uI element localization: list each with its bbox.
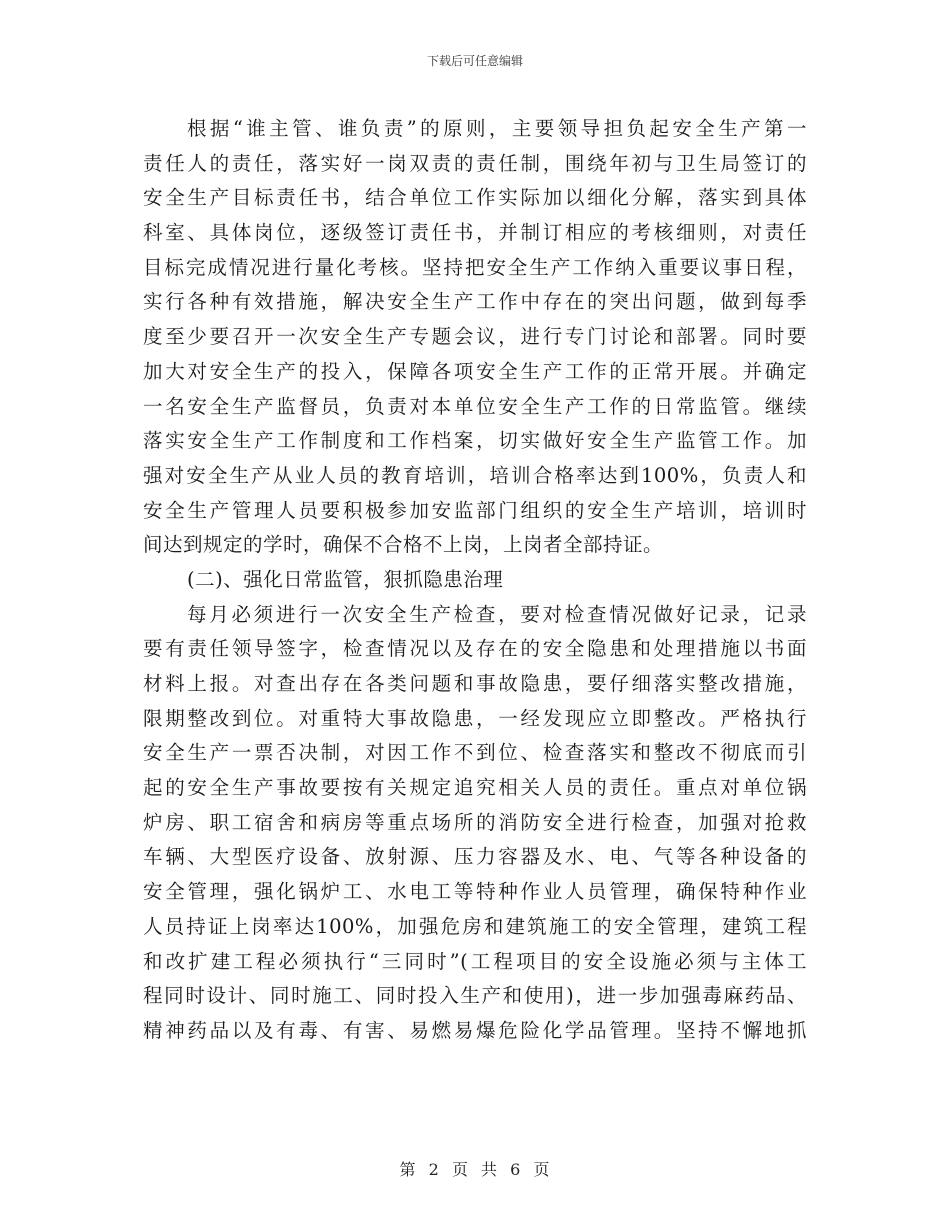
paragraph-line: 科室、具体岗位，逐级签订责任书，并制订相应的考核细则，对责任 <box>143 221 807 245</box>
paragraph-line: 起的安全生产事故要按有关规定追究相关人员的责任。重点对单位锅 <box>143 776 807 800</box>
paragraph-line: 落实安全生产工作制度和工作档案，切实做好安全生产监管工作。加 <box>143 429 807 453</box>
paragraph-line: 责任人的责任，落实好一岗双责的责任制，围绕年初与卫生局签订的 <box>143 151 807 175</box>
paragraph-line: 限期整改到位。对重特大事故隐患，一经发现应立即整改。严格执行 <box>143 706 807 730</box>
page-header: 下载后可任意编辑 <box>426 54 523 68</box>
paragraph-line: 材料上报。对查出存在各类问题和事故隐患，要仔细落实整改措施， <box>143 672 807 695</box>
paragraph-line: 加大对安全生产的投入，保障各项安全生产工作的正常开展。并确定 <box>143 359 807 383</box>
paragraph-line: 安全生产管理人员要积极参加安监部门组织的安全生产培训，培训时 <box>143 498 807 522</box>
total-page-count: 6 <box>510 1160 522 1179</box>
page-number-footer <box>0 1157 950 1180</box>
paragraph-line: 人员持证上岗率达100%，加强危房和建筑施工的安全管理，建筑工程 <box>143 914 807 938</box>
paragraph-line: 目标完成情况进行量化考核。坚持把安全生产工作纳入重要议事日程， <box>143 255 807 279</box>
paragraph-line: 一名安全生产监督员，负责对本单位安全生产工作的日常监管。继续 <box>143 394 807 418</box>
paragraph-line: 安全生产一票否决制，对因工作不到位、检查落实和整改不彻底而引 <box>143 741 807 765</box>
current-page-number: 2 <box>428 1160 440 1179</box>
paragraph-line: 程同时设计、同时施工、同时投入生产和使用)，进一步加强毒麻药品、 <box>143 984 807 1008</box>
paragraph-line: 安全生产目标责任书，结合单位工作实际加以细化分解，落实到具体 <box>143 186 807 210</box>
document-body <box>143 112 807 1049</box>
paragraph-line: 根据“谁主管、谁负责”的原则，主要领导担负起安全生产第一 <box>187 117 807 140</box>
paragraph-line: 每月必须进行一次安全生产检查，要对检查情况做好记录，记录 <box>187 602 807 626</box>
paragraph-line: 车辆、大型医疗设备、放射源、压力容器及水、电、气等各种设备的 <box>143 845 807 869</box>
footer-page-word: 页 <box>451 1160 469 1179</box>
paragraph-line: 炉房、职工宿舍和病房等重点场所的消防安全进行检查，加强对抢救 <box>143 810 807 834</box>
paragraph-line: 实行各种有效措施，解决安全生产工作中存在的突出问题，做到每季 <box>143 290 807 314</box>
paragraph-line: 间达到规定的学时，确保不合格不上岗，上岗者全部持证。 <box>143 533 664 557</box>
paragraph-line: 和改扩建工程必须执行“三同时”(工程项目的安全设施必须与主体工 <box>143 949 807 973</box>
section-heading: (二)、强化日常监管，狠抓隐患治理 <box>187 567 504 591</box>
paragraph-line: 安全管理，强化锅炉工、水电工等特种作业人员管理，确保特种作业 <box>143 880 807 904</box>
paragraph-line: 强对安全生产从业人员的教育培训，培训合格率达到100%，负责人和 <box>143 463 807 487</box>
paragraph-line: 要有责任领导签字，检查情况以及存在的安全隐患和处理措施以书面 <box>143 637 807 661</box>
footer-prefix: 第 <box>399 1160 417 1179</box>
paragraph-line: 精神药品以及有毒、有害、易燃易爆危险化学品管理。坚持不懈地抓 <box>143 1018 807 1042</box>
footer-total-word: 共 <box>481 1160 499 1179</box>
paragraph-line: 度至少要召开一次安全生产专题会议，进行专门讨论和部署。同时要 <box>143 325 807 349</box>
footer-suffix: 页 <box>533 1160 551 1179</box>
